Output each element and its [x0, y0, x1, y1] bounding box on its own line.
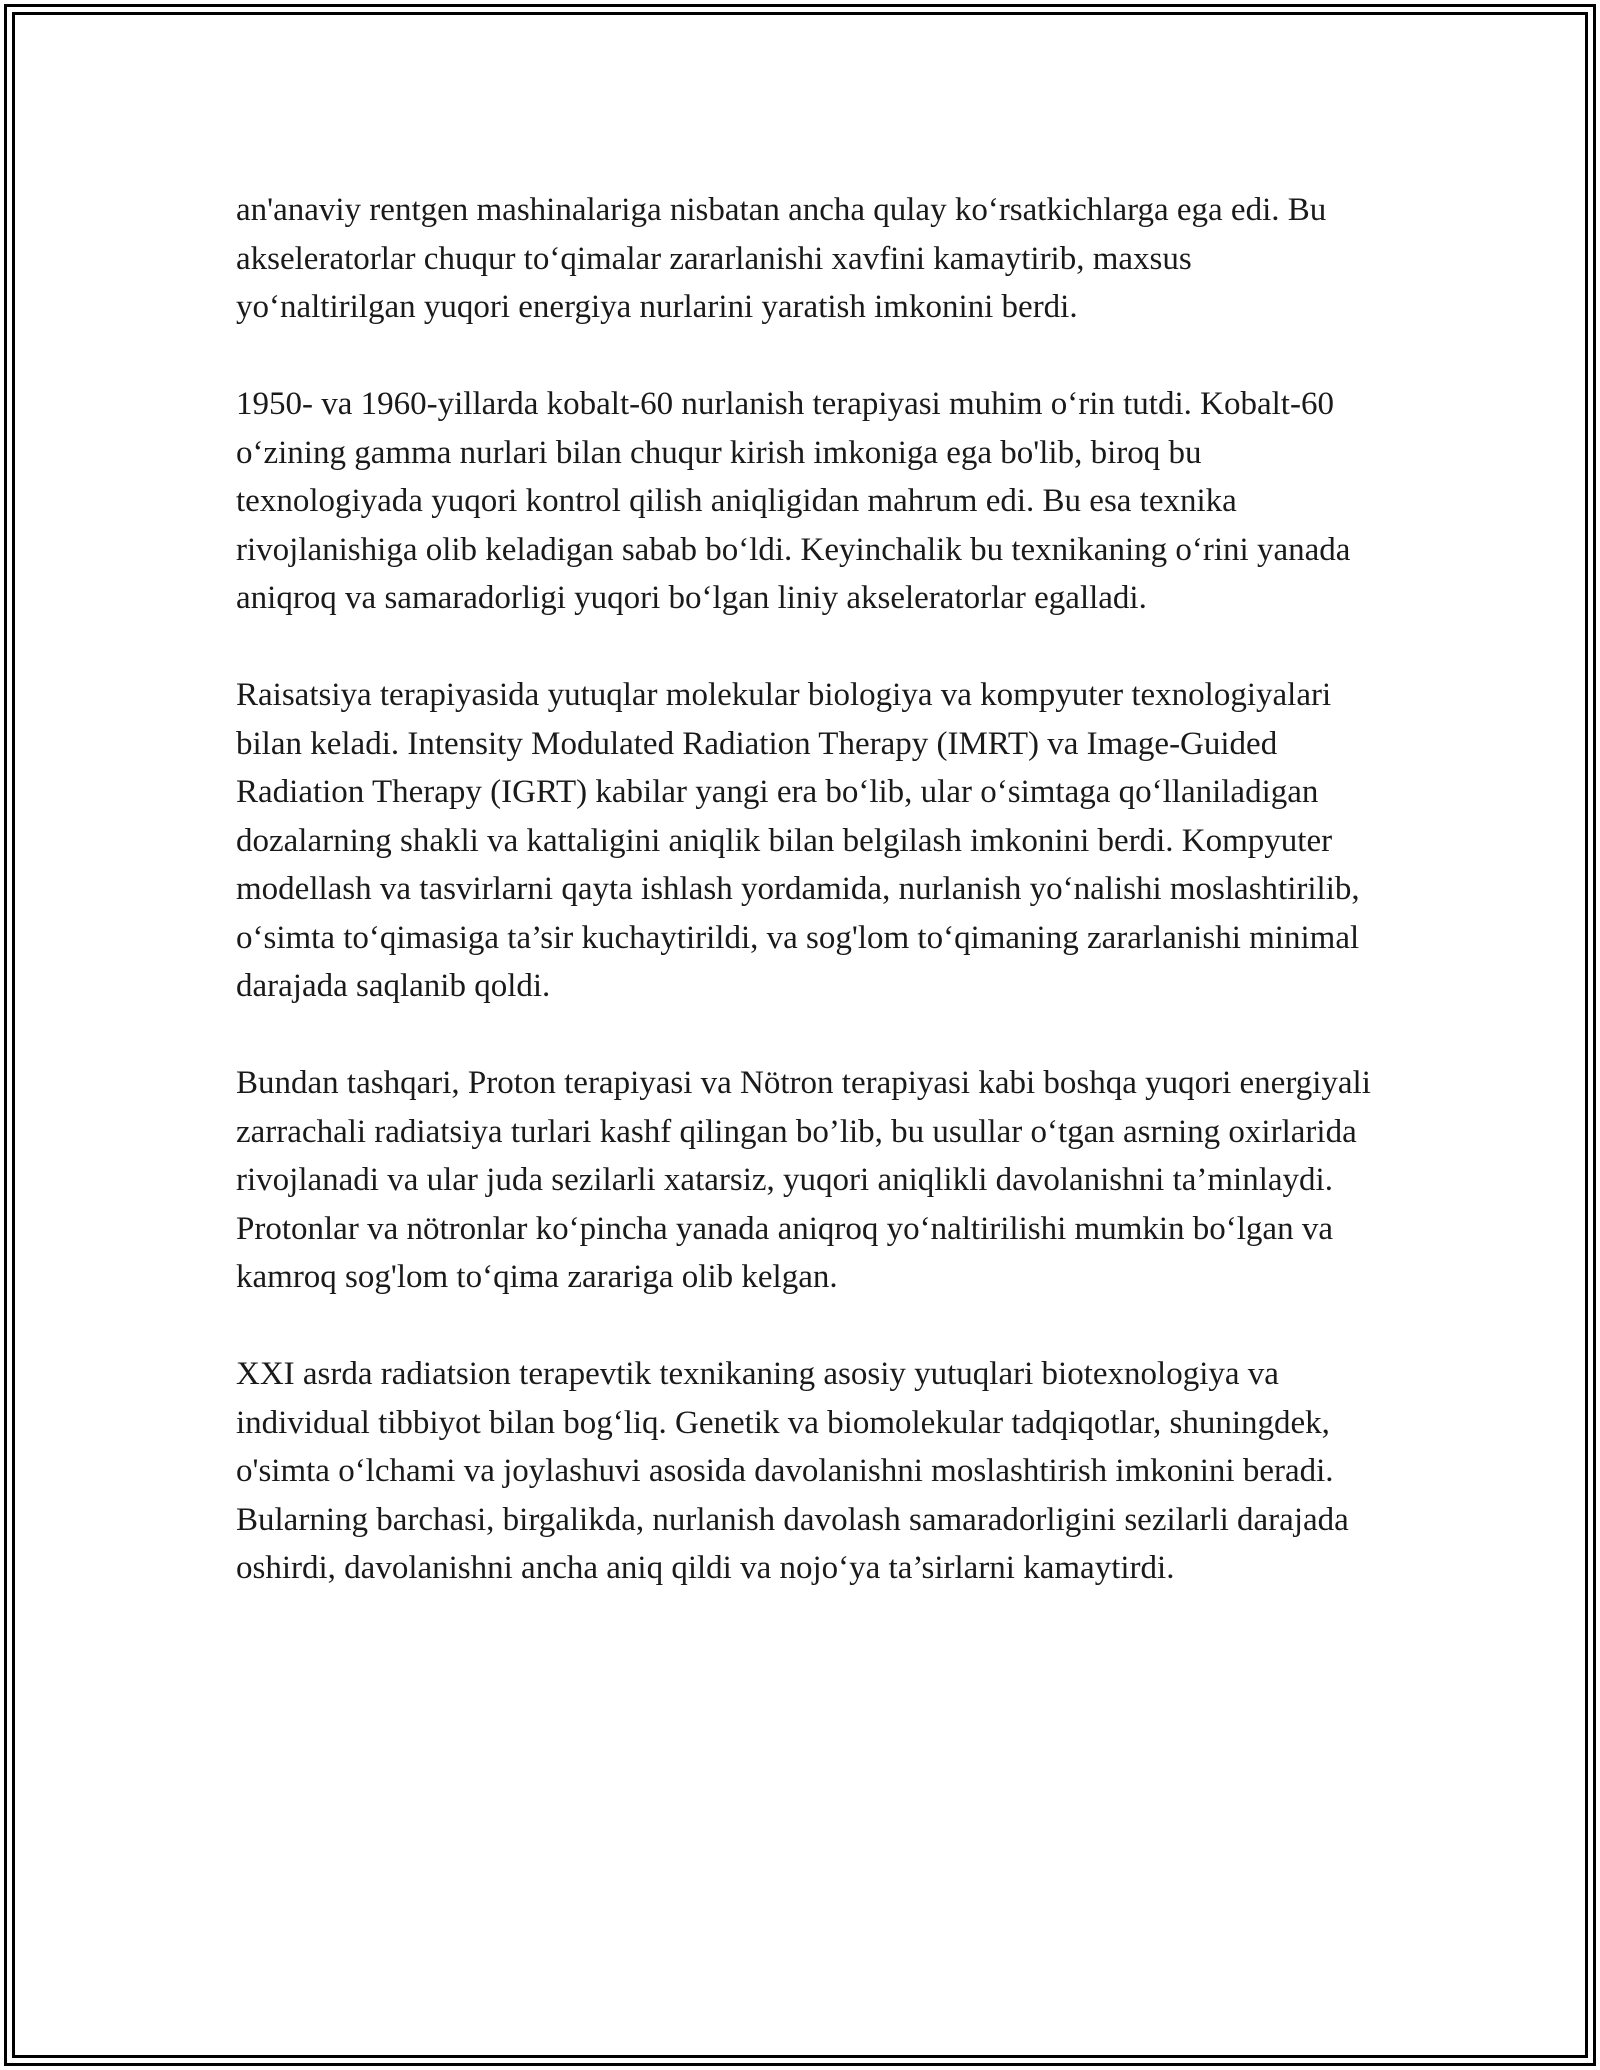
paragraph-1: an'anaviy rentgen mashinalariga nisbatan ancha qulay ko‘rsatkichlarga ega edi. Bu akseleratorlar chuqur to‘qimalar zararlanishi xavfini kamaytirib, maxsus yo‘naltirilgan yuqori energiya nurlarini yaratish imkonini berdi. — [236, 192, 1327, 325]
paragraph-4: Bundan tashqari, Proton terapiyasi va Nötron terapiyasi kabi boshqa yuqori energiyali zarrachali radiatsiya turlari kashf qilingan bo’lib, bu usullar o‘tgan asrning oxirlarida rivojlanadi va ular juda sezilarli xatarsiz, yuqori aniqlikli davolanishni ta’minlaydi. Protonlar va nötronlar ko‘pincha yanada aniqroq yo‘naltirilishi mumkin bo‘lgan va kamroq sog'lom to‘qima zarariga olib kelgan. — [236, 1065, 1371, 1295]
document-body — [236, 186, 1376, 1641]
paragraph-2: 1950- va 1960-yillarda kobalt-60 nurlanish terapiyasi muhim o‘rin tutdi. Kobalt-60 o‘zining gamma nurlari bilan chuqur kirish imkoniga ega bo'lib, biroq bu texnologiyada yuqori kontrol qilish aniqligidan mahrum edi. Bu esa texnika rivojlanishiga olib keladigan sabab bo‘ldi. Keyinchalik bu texnikaning o‘rini yanada aniqroq va samaradorligi yuqori bo‘lgan liniy akseleratorlar egalladi. — [236, 386, 1351, 616]
paragraph-5: XXI asrda radiatsion terapevtik texnikaning asosiy yutuqlari biotexnologiya va individual tibbiyot bilan bog‘liq. Genetik va biomolekular tadqiqotlar, shuningdek, o'simta o‘lchami va joylashuvi asosida davolanishni moslashtirish imkonini beradi. Bularning barchasi, birgalikda, nurlanish davolash samaradorligini sezilarli darajada oshirdi, davolanishni ancha aniq qildi va nojo‘ya ta’sirlarni kamaytirdi. — [236, 1356, 1349, 1586]
paragraph-3: Raisatsiya terapiyasida yutuqlar molekular biologiya va kompyuter texnologiyalari bilan keladi. Intensity Modulated Radiation Therapy (IMRT) va Image-Guided Radiation Therapy (IGRT) kabilar yangi era bo‘lib, ular o‘simtaga qo‘llaniladigan dozalarning shakli va kattaligini aniqlik bilan belgilash imkonini berdi. Kompyuter modellash va tasvirlarni qayta ishlash yordamida, nurlanish yo‘nalishi moslashtirilib, o‘simta to‘qimasiga ta’sir kuchaytirildi, va sog'lom to‘qimaning zararlanishi minimal darajada saqlanib qoldi. — [236, 677, 1360, 1004]
